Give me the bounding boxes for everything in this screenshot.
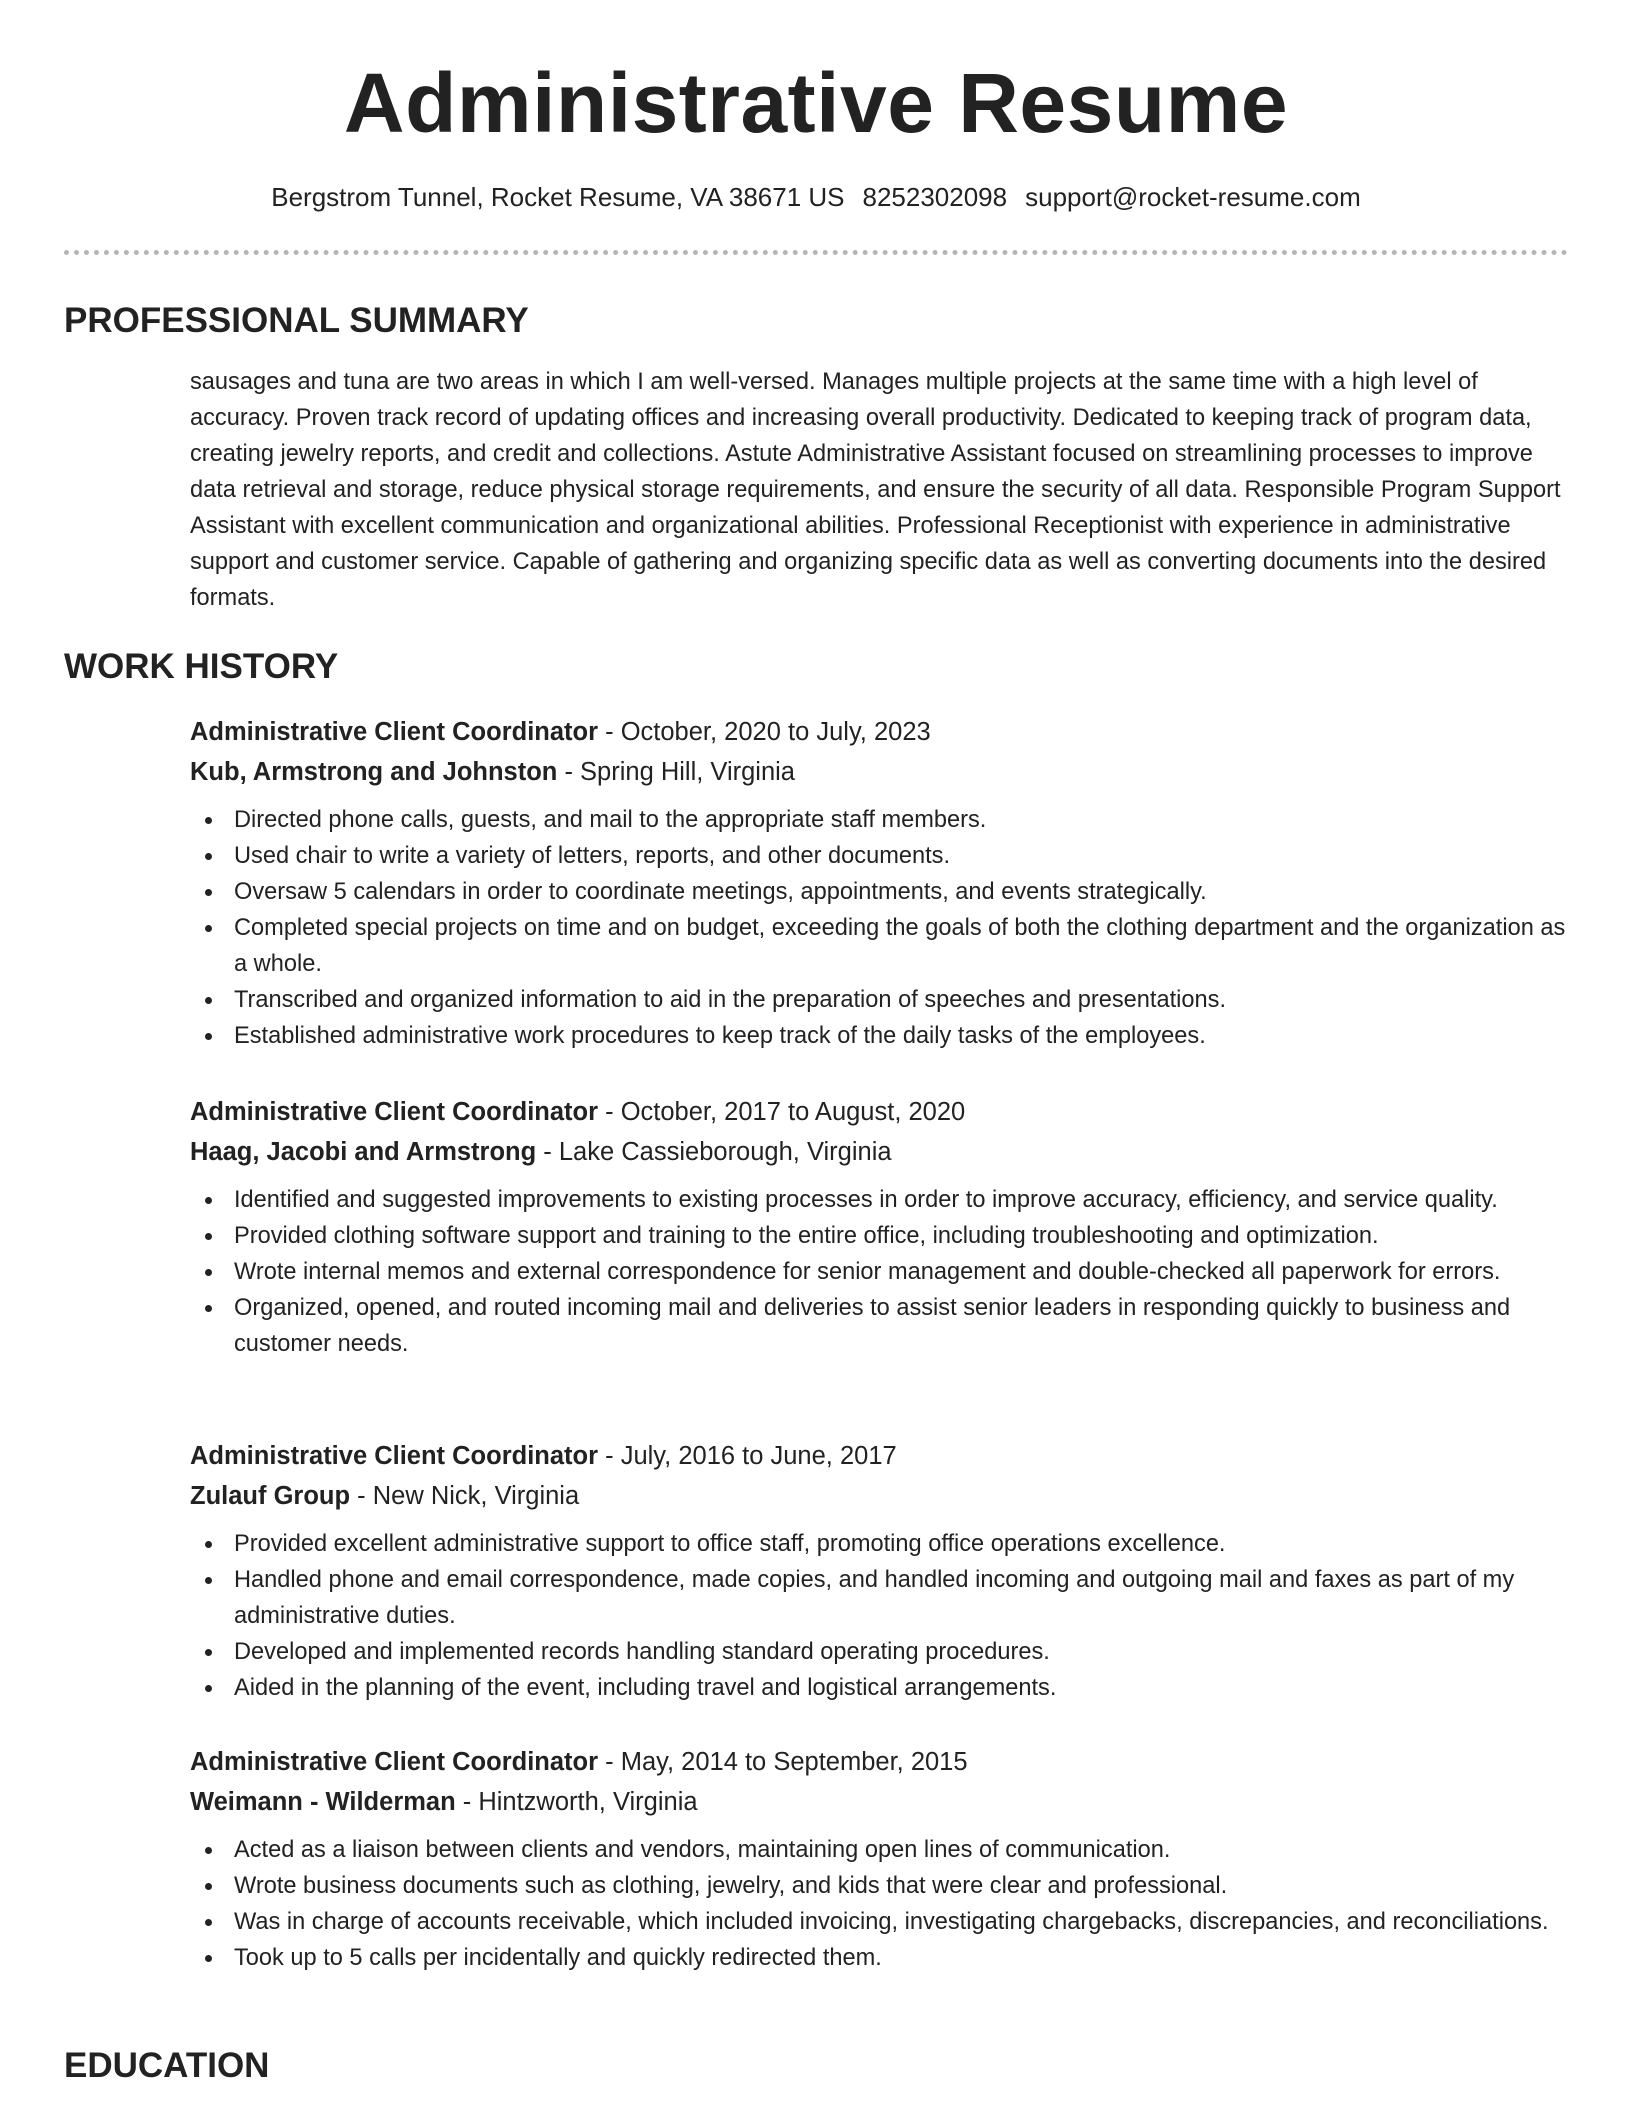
job-duties-list <box>190 802 1570 1054</box>
duty-item: Established administrative work procedures to keep track of the daily tasks of the employees. <box>234 1018 1570 1054</box>
duty-item: Oversaw 5 calendars in order to coordinate meetings, appointments, and events strategically. <box>234 874 1570 910</box>
job-entry <box>190 1742 1570 1976</box>
job-location: - Spring Hill, Virginia <box>557 758 795 786</box>
professional-summary-text: sausages and tuna are two areas in which I am well-versed. Manages multiple projects at the same time with a high level of accuracy. Proven track record of updating offices and increasing overall productivity. Dedicated to keeping track of program data, creating jewelry reports, and credit and collections. Astute Administrative Assistant focused on streamlining processes to improve data retrieval and storage, reduce physical storage requirements, and ensure the security of all data. Responsible Program Support Assistant with excellent communication and organizational abilities. Professional Receptionist with experience in administrative support and customer service. Capable of gathering and organizing specific data as well as converting documents into the desired formats. <box>190 369 1561 611</box>
job-title-line <box>190 712 1570 752</box>
resume-title: Administrative Resume <box>343 56 1289 150</box>
duty-item: Completed special projects on time and on budget, exceeding the goals of both the clothing department and the organization as a whole. <box>234 910 1570 982</box>
contact-email: support@rocket-resume.com <box>1025 182 1361 212</box>
job-location: - Lake Cassieborough, Virginia <box>536 1138 892 1166</box>
job-dates: - October, 2017 to August, 2020 <box>598 1098 966 1126</box>
duty-item: Directed phone calls, guests, and mail to the appropriate staff members. <box>234 802 1570 838</box>
contact-phone: 8252302098 <box>862 182 1008 212</box>
job-entry <box>190 712 1570 1054</box>
duty-item: Provided clothing software support and training to the entire office, including troubleshooting and optimization. <box>234 1218 1570 1254</box>
job-title-line <box>190 1092 1570 1132</box>
professional-summary-heading: PROFESSIONAL SUMMARY <box>64 301 529 340</box>
job-company: Haag, Jacobi and Armstrong <box>190 1138 537 1166</box>
job-dates: - May, 2014 to September, 2015 <box>598 1748 968 1776</box>
job-company-line <box>190 752 1570 792</box>
job-company-line <box>190 1476 1570 1516</box>
job-entry <box>190 1436 1570 1706</box>
job-entry <box>190 1092 1570 1362</box>
duty-item: Aided in the planning of the event, including travel and logistical arrangements. <box>234 1670 1570 1706</box>
job-duties-list <box>190 1832 1570 1976</box>
job-title-line <box>190 1742 1570 1782</box>
duty-item: Identified and suggested improvements to existing processes in order to improve accuracy, efficiency, and service quality. <box>234 1182 1570 1218</box>
job-company: Kub, Armstrong and Johnston <box>190 758 558 786</box>
job-company: Weimann - Wilderman <box>190 1788 456 1816</box>
job-title: Administrative Client Coordinator <box>190 1442 599 1470</box>
duty-item: Acted as a liaison between clients and vendors, maintaining open lines of communication. <box>234 1832 1570 1868</box>
contact-address: Bergstrom Tunnel, Rocket Resume, VA 38671 US <box>271 182 845 212</box>
duty-item: Used chair to write a variety of letters, reports, and other documents. <box>234 838 1570 874</box>
duty-item: Transcribed and organized information to aid in the preparation of speeches and presentations. <box>234 982 1570 1018</box>
work-history-heading: WORK HISTORY <box>64 647 339 686</box>
duty-item: Took up to 5 calls per incidentally and quickly redirected them. <box>234 1940 1570 1976</box>
duty-item: Wrote internal memos and external correspondence for senior management and double-checked all paperwork for errors. <box>234 1254 1570 1290</box>
job-location: - Hintzworth, Virginia <box>455 1788 698 1816</box>
job-dates: - July, 2016 to June, 2017 <box>598 1442 897 1470</box>
job-company-line <box>190 1782 1570 1822</box>
duty-item: Handled phone and email correspondence, made copies, and handled incoming and outgoing mail and faxes as part of my administrative duties. <box>234 1562 1570 1634</box>
job-title: Administrative Client Coordinator <box>190 718 599 746</box>
education-heading: EDUCATION <box>64 2046 270 2085</box>
duty-item: Developed and implemented records handling standard operating procedures. <box>234 1634 1570 1670</box>
job-company-line <box>190 1132 1570 1172</box>
duty-item: Provided excellent administrative support to office staff, promoting office operations excellence. <box>234 1526 1570 1562</box>
job-title: Administrative Client Coordinator <box>190 1098 599 1126</box>
resume-page <box>64 0 1568 2085</box>
duty-item: Organized, opened, and routed incoming mail and deliveries to assist senior leaders in responding quickly to business and customer needs. <box>234 1290 1570 1362</box>
job-duties-list <box>190 1182 1570 1362</box>
job-company: Zulauf Group <box>190 1482 351 1510</box>
job-location: - New Nick, Virginia <box>350 1482 580 1510</box>
job-title-line <box>190 1436 1570 1476</box>
header-divider <box>64 250 1568 255</box>
duty-item: Wrote business documents such as clothing, jewelry, and kids that were clear and professional. <box>234 1868 1570 1904</box>
job-dates: - October, 2020 to July, 2023 <box>598 718 931 746</box>
job-duties-list <box>190 1526 1570 1706</box>
duty-item: Was in charge of accounts receivable, which included invoicing, investigating chargebacks, discrepancies, and reconciliations. <box>234 1904 1570 1940</box>
job-title: Administrative Client Coordinator <box>190 1748 599 1776</box>
contact-line <box>64 180 1568 214</box>
